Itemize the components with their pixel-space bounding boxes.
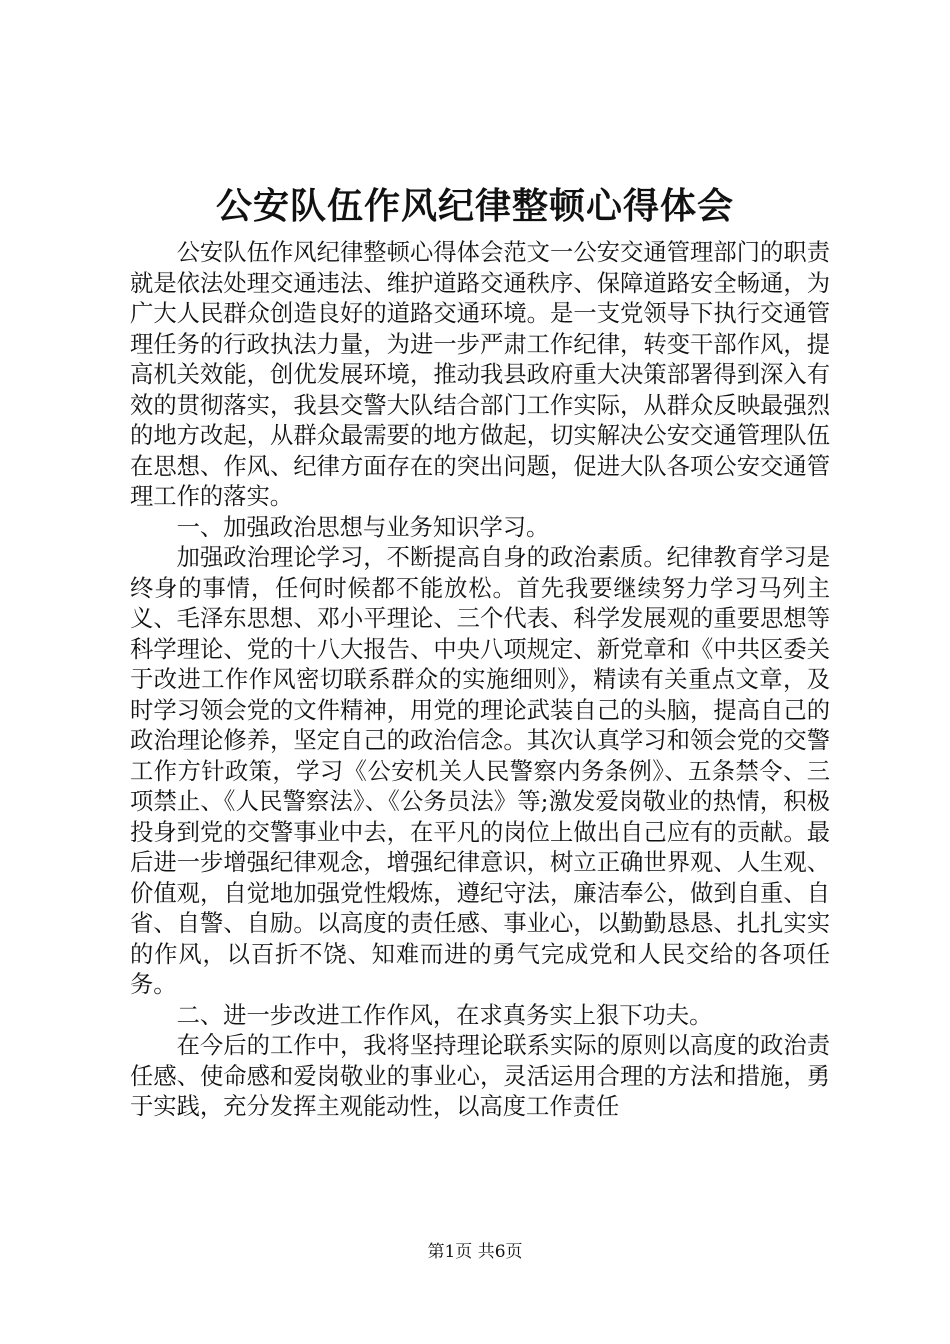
paragraph-work-style: 在今后的工作中，我将坚持理论联系实际的原则以高度的政治责任感、使命感和爱岗敬业的事业心，灵活运用合理的方法和措施，勇于实践，充分发挥主观能动性，以高度工作责任 [130,1032,830,1120]
page-footer: 第1页 共6页 [427,1242,523,1262]
paragraph-intro: 公安队伍作风纪律整顿心得体会范文一公安交通管理部门的职责就是依法处理交通违法、维护道路交通秩序、保障道路安全畅通，为广大人民群众创造良好的道路交通环境。是一支党领导下执行交通管理任务的行政执法力量，为进一步严肃工作纪律，转变干部作风，提高机关效能，创优发展环境，推动我县政府重大决策部署得到深入有效的贯彻落实，我县交警大队结合部门工作实际，从群众反映最强烈的地方改起，从群众最需要的地方做起，切实解决公安交通管理队伍在思想、作风、纪律方面存在的突出问题，促进大队各项公安交通管理工作的落实。 [130,239,830,510]
document-title: 公安队伍作风纪律整顿心得体会 [215,185,734,227]
section-heading-1: 一、加强政治思想与业务知识学习。 [176,513,550,541]
section-heading-2: 二、进一步改进工作作风，在求真务实上狠下功夫。 [176,1001,713,1029]
document-body [130,238,830,1123]
paragraph-study: 加强政治理论学习，不断提高自身的政治素质。纪律教育学习是终身的事情，任何时候都不能放松。首先我要继续努力学习马列主义、毛泽东思想、邓小平理论、三个代表、科学发展观的重要思想等科学理论、党的十八大报告、中央八项规定、新党章和《中共区委关于改进工作作风密切联系群众的实施细则》，精读有关重点文章，及时学习领会党的文件精神，用党的理论武装自己的头脑，提高自己的政治理论修养，坚定自己的政治信念。其次认真学习和领会党的交警工作方针政策，学习《公安机关人民警察内务条例》、五条禁令、三项禁止、《人民警察法》、《公务员法》等;激发爱岗敬业的热情，积极投身到党的交警事业中去，在平凡的岗位上做出自己应有的贡献。最后进一步增强纪律观念，增强纪律意识，树立正确世界观、人生观、价值观，自觉地加强党性煅炼，遵纪守法，廉洁奉公，做到自重、自省、自警、自励。以高度的责任感、事业心，以勤勤恳恳、扎扎实实的作风，以百折不饶、知难而进的勇气完成党和人民交给的各项任务。 [130,544,830,998]
